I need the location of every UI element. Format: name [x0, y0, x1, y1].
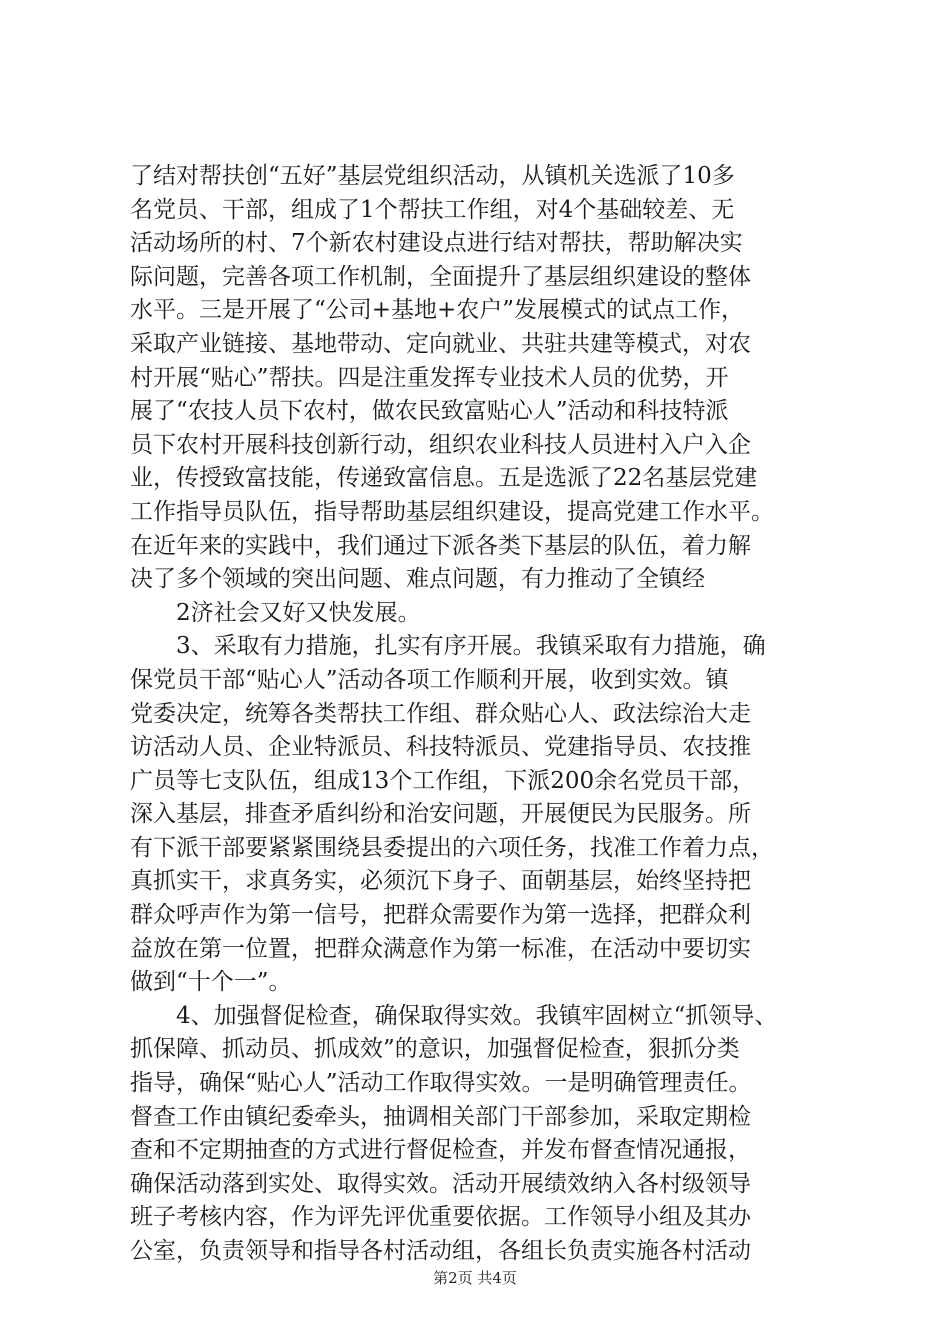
page-footer: 第2页 共4页 — [433, 1269, 517, 1287]
text-line: 4、加强督促检查，确保取得实效。我镇牢固树立“抓领导、 — [176, 1002, 778, 1029]
text-line: 在近年来的实践中，我们通过下派各类下基层的队伍，着力解 — [130, 532, 751, 559]
text-line: 督查工作由镇纪委牵头，抽调相关部门干部参加，采取定期检 — [130, 1103, 751, 1130]
text-line: 深入基层，排查矛盾纠纷和治安问题，开展便民为民服务。所 — [130, 801, 751, 828]
text-line: 2济社会又好又快发展。 — [176, 599, 421, 626]
text-line: 展了“农技人员下农村，做农民致富贴心人”活动和科技特派 — [130, 398, 729, 425]
text-line: 工作指导员队伍，指导帮助基层组织建设，提高党建工作水平。 — [130, 498, 774, 525]
text-line: 决了多个领域的突出问题、难点问题，有力推动了全镇经 — [130, 566, 705, 593]
text-line: 党委决定，统筹各类帮扶工作组、群众贴心人、政法综治大走 — [130, 700, 751, 727]
text-line: 保党员干部“贴心人”活动各项工作顺利开展，收到实效。镇 — [130, 666, 729, 693]
text-line: 了结对帮扶创“五好”基层党组织活动，从镇机关选派了10多 — [130, 163, 735, 189]
text-line: 指导，确保“贴心人”活动工作取得实效。一是明确管理责任。 — [130, 1070, 752, 1097]
text-line: 有下派干部要紧紧围绕县委提出的六项任务，找准工作着力点， — [130, 834, 774, 861]
text-line: 员下农村开展科技创新行动，组织农业科技人员进村入户入企 — [130, 431, 751, 458]
text-line: 查和不定期抽查的方式进行督促检查，并发布督查情况通报， — [130, 1137, 751, 1164]
text-line: 广员等七支队伍，组成13个工作组，下派200余名党员干部， — [130, 767, 756, 794]
text-line: 业，传授致富技能，传递致富信息。五是选派了22名基层党建 — [130, 465, 758, 492]
text-line: 抓保障、抓动员、抓成效”的意识，加强督促检查，狠抓分类 — [130, 1036, 740, 1063]
text-line: 际问题，完善各项工作机制，全面提升了基层组织建设的整体 — [130, 263, 751, 290]
text-line: 采取产业链接、基地带动、定向就业、共驻共建等模式，对农 — [130, 330, 751, 357]
document-body — [130, 160, 850, 1269]
text-line: 真抓实干，求真务实，必须沉下身子、面朝基层，始终坚持把 — [130, 868, 751, 895]
text-line: 名党员、干部，组成了1个帮扶工作组，对4个基础较差、无 — [130, 196, 735, 223]
text-line: 班子考核内容，作为评先评优重要依据。工作领导小组及其办 — [130, 1204, 751, 1231]
text-line: 活动场所的村、7个新农村建设点进行结对帮扶，帮助解决实 — [130, 230, 743, 257]
text-line: 公室，负责领导和指导各村活动组，各组长负责实施各村活动 — [130, 1238, 751, 1264]
text-line: 访活动人员、企业特派员、科技特派员、党建指导员、农技推 — [130, 734, 751, 761]
text-line: 确保活动落到实处、取得实效。活动开展绩效纳入各村级领导 — [130, 1170, 751, 1197]
text-line: 村开展“贴心”帮扶。四是注重发挥专业技术人员的优势，开 — [130, 364, 729, 391]
text-line: 益放在第一位置，把群众满意作为第一标准，在活动中要切实 — [130, 935, 751, 962]
text-line: 群众呼声作为第一信号，把群众需要作为第一选择，把群众利 — [130, 902, 751, 929]
text-line: 3、采取有力措施，扎实有序开展。我镇采取有力措施，确 — [176, 633, 766, 660]
text-line: 水平。三是开展了“公司+基地+农户”发展模式的试点工作， — [130, 297, 745, 324]
text-line: 做到“十个一”。 — [130, 969, 292, 996]
